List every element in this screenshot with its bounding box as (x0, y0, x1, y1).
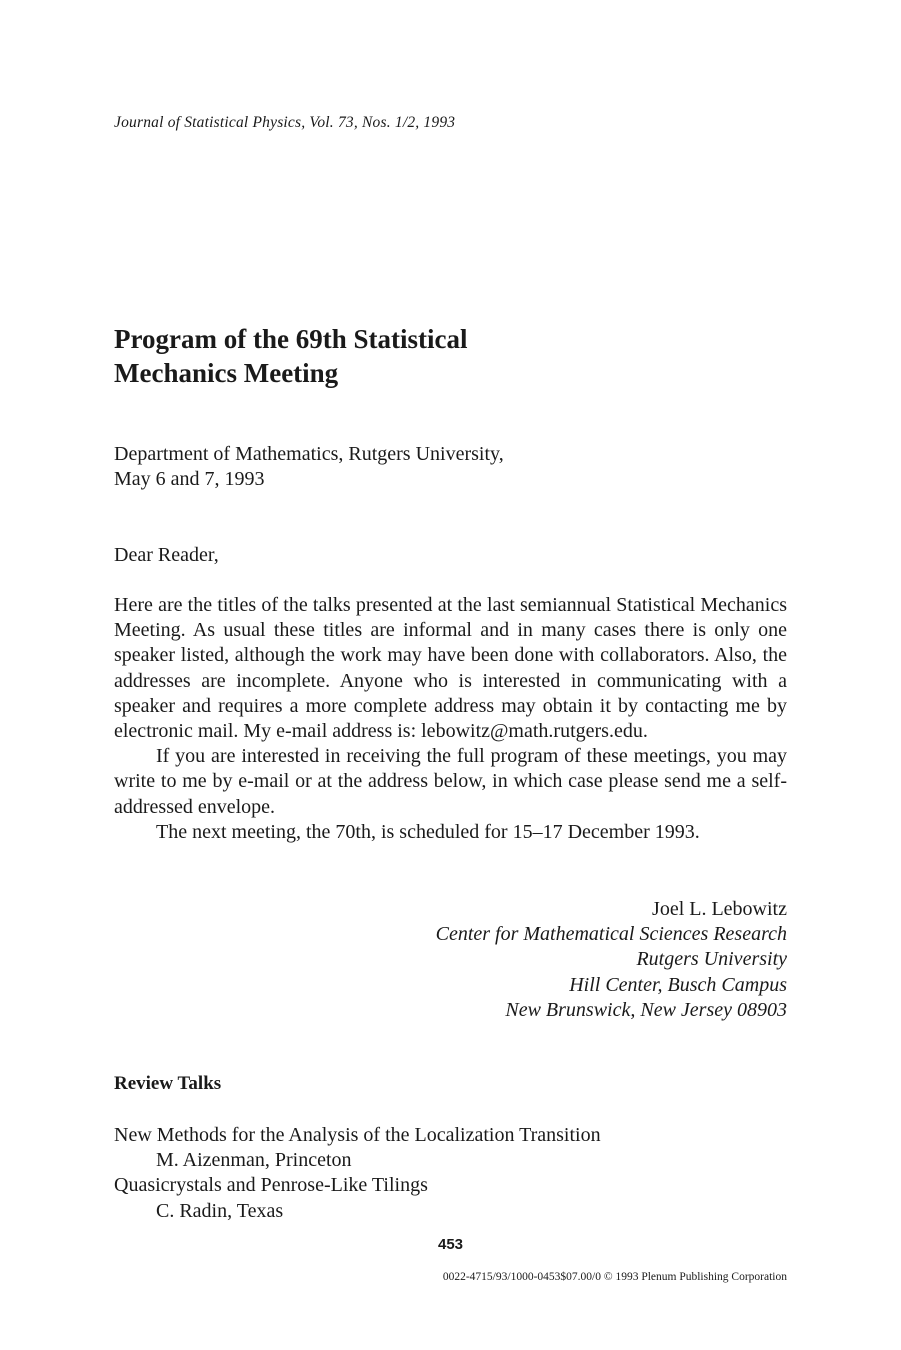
salutation: Dear Reader, (114, 544, 219, 566)
signature-name: Joel L. Lebowitz (652, 898, 787, 920)
signature-block (436, 897, 787, 1023)
talk-title: Quasicrystals and Penrose-Like Tilings (114, 1174, 428, 1197)
signature-affiliation-3: Hill Center, Busch Campus (569, 973, 787, 996)
review-talks-list (114, 1123, 787, 1224)
article-title-line-1: Program of the 69th Statistical (114, 324, 468, 354)
venue-line-1: Department of Mathematics, Rutgers University, (114, 443, 504, 465)
talk-speaker: C. Radin, Texas (156, 1199, 284, 1222)
venue-line-2: May 6 and 7, 1993 (114, 468, 265, 490)
signature-affiliation-1: Center for Mathematical Sciences Research (435, 923, 787, 946)
list-item (114, 1173, 787, 1223)
section-heading-review-talks: Review Talks (114, 1073, 222, 1094)
meeting-venue (114, 442, 504, 492)
page-number: 453 (437, 1236, 464, 1253)
talk-speaker: M. Aizenman, Princeton (156, 1149, 352, 1172)
letter-body (114, 593, 787, 845)
copyright-line: 0022-4715/93/1000-0453$07.00/0 © 1993 Plenum Publishing Corporation (442, 1271, 787, 1283)
talk-title: New Methods for the Analysis of the Localization Transition (114, 1124, 601, 1146)
article-title (114, 322, 674, 390)
signature-affiliation-2: Rutgers University (636, 948, 787, 971)
paragraph-next-meeting: The next meeting, the 70th, is scheduled for 15–17 December 1993. (156, 820, 700, 843)
signature-affiliation-4: New Brunswick, New Jersey 08903 (505, 998, 787, 1021)
paragraph-intro: Here are the titles of the talks presented at the last semiannual Statistical Mechanics Meeting. As usual these titles are informal and in many cases there is only one speaker listed, although the work may have been done with collaborators. Also, the addresses are incomplete. Anyone who is interested in communicating with a speaker and requires a more complete address may obtain it by contacting me by electronic mail. My e-mail address is: lebowitz@math.rutgers.edu. (114, 594, 787, 743)
running-head: Journal of Statistical Physics, Vol. 73, Nos. 1/2, 1993 (114, 114, 456, 131)
paragraph-program-request: If you are interested in receiving the full program of these meetings, you may write to me by e-mail or at the address below, in which case please send me a self-addressed envelope. (114, 745, 787, 818)
article-title-line-2: Mechanics Meeting (114, 358, 339, 388)
list-item (114, 1123, 787, 1173)
